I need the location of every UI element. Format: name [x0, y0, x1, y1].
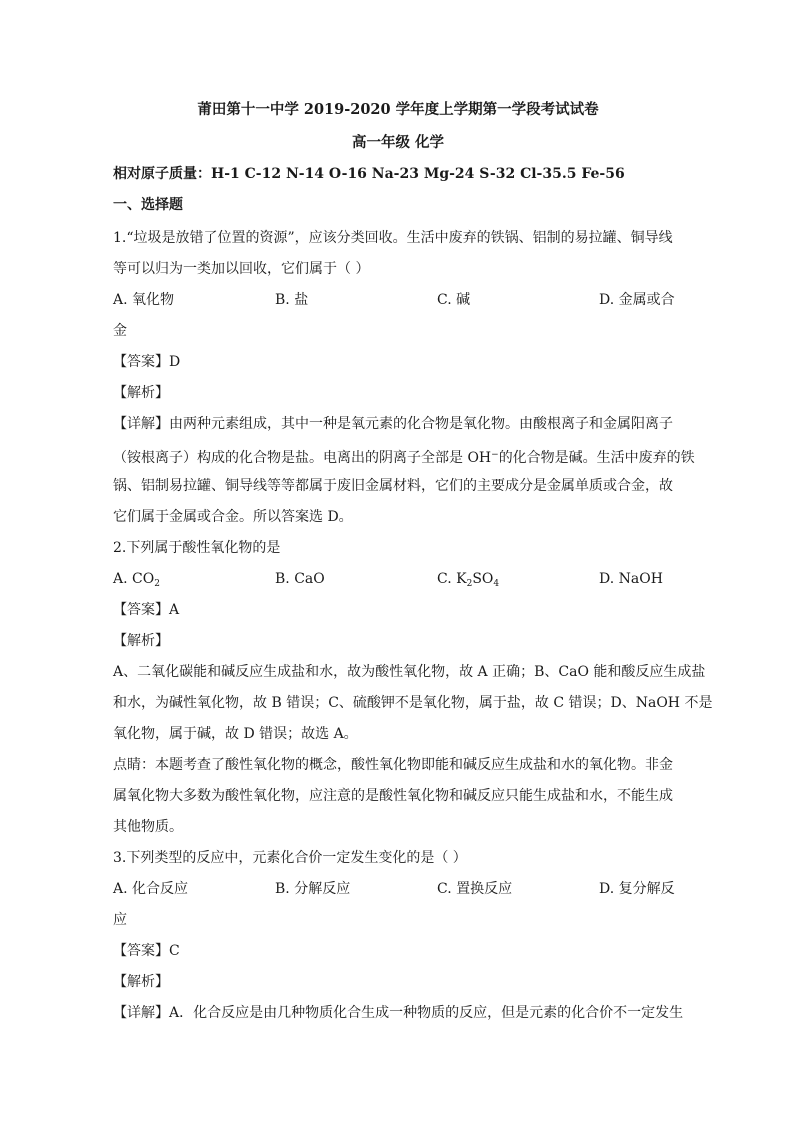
- q1-option-b: B. 盐: [275, 292, 309, 308]
- q1-detail-line1: 【详解】由两种元素组成，其中一种是氧元素的化合物是氧化物。由酸根离子和金属阳离子: [113, 416, 673, 432]
- q2-option-c: C. $K_2SO_4$: [437, 571, 500, 589]
- q1-answer: 【答案】D: [113, 354, 181, 370]
- q2-comment-line3: 其他物质。: [113, 819, 183, 835]
- q1-option-wrap: 金: [113, 323, 127, 339]
- q2-comment-line1: 点睛：本题考查了酸性氧化物的概念，酸性氧化物即能和碱反应生成盐和水的氧化物。非金: [113, 757, 673, 773]
- section-title: 一、选择题: [113, 197, 183, 213]
- q1-analysis-label: 【解析】: [113, 385, 169, 401]
- q2-analysis-label: 【解析】: [113, 633, 169, 649]
- q3-answer: 【答案】C: [113, 943, 180, 959]
- q1-stem-line1: 1.“垃圾是放错了位置的资源”，应该分类回收。生活中废弃的铁锅、铝制的易拉罐、铜导线: [113, 230, 673, 246]
- q1-detail-line4: 它们属于金属或合金。所以答案选 D。: [113, 509, 353, 525]
- q2-analysis-line1: A、二氧化碳能和碱反应生成盐和水，故为酸性氧化物，故 A 正确；B、CaO 能和酸反应生成盐: [113, 664, 706, 680]
- q3-option-d: D. 复分解反: [599, 881, 675, 897]
- exam-title: 莆田第十一中学 2019-2020 学年度上学期第一学段考试试卷: [197, 101, 599, 118]
- exam-subtitle: 高一年级 化学: [351, 134, 445, 151]
- q2-stem: 2.下列属于酸性氧化物的是: [113, 540, 281, 556]
- q3-option-b: B. 分解反应: [275, 881, 351, 897]
- q3-detail-line1: 【详解】A．化合反应是由几种物质化合生成一种物质的反应，但是元素的化合价不一定发生: [113, 1005, 684, 1021]
- q1-detail-line2: （铵根离子）构成的化合物是盐。电离出的阴离子全部是 OH−的化合物是碱。生活中废弃的铁: [113, 450, 695, 466]
- q2-answer: 【答案】A: [113, 602, 180, 618]
- q3-stem: 3.下列类型的反应中，元素化合价一定发生变化的是（ ）: [113, 850, 467, 866]
- q2-comment-line2: 属氧化物大多数为酸性氧化物，应注意的是酸性氧化物和碱反应只能生成盐和水，不能生成: [113, 788, 673, 804]
- q1-detail-line3: 锅、铝制易拉罐、铜导线等等都属于废旧金属材料，它们的主要成分是金属单质或合金，故: [113, 478, 673, 494]
- q1-option-a: A. 氧化物: [113, 292, 175, 308]
- q2-analysis-line2: 和水，为碱性氧化物，故 B 错误；C、硫酸钾不是氧化物，属于盐，故 C 错误；D、NaOH 不是: [113, 695, 713, 711]
- q3-option-wrap: 应: [113, 912, 127, 928]
- q3-option-a: A. 化合反应: [113, 881, 189, 897]
- q2-option-b: B. CaO: [275, 571, 325, 587]
- q1-option-d: D. 金属或合: [599, 292, 675, 308]
- q2-option-a: A. $CO_2$: [113, 571, 160, 589]
- q3-analysis-label: 【解析】: [113, 974, 169, 990]
- atomic-mass-line: 相对原子质量：H-1 C-12 N-14 O-16 Na-23 Mg-24 S-32 Cl-35.5 Fe-56: [113, 166, 625, 182]
- q3-option-c: C. 置换反应: [437, 881, 513, 897]
- q2-analysis-line3: 氧化物，属于碱，故 D 错误；故选 A。: [113, 726, 358, 742]
- q1-option-c: C. 碱: [437, 292, 471, 308]
- q1-stem-line2: 等可以归为一类加以回收，它们属于（ ）: [113, 261, 370, 277]
- q2-option-d: D. NaOH: [599, 571, 663, 587]
